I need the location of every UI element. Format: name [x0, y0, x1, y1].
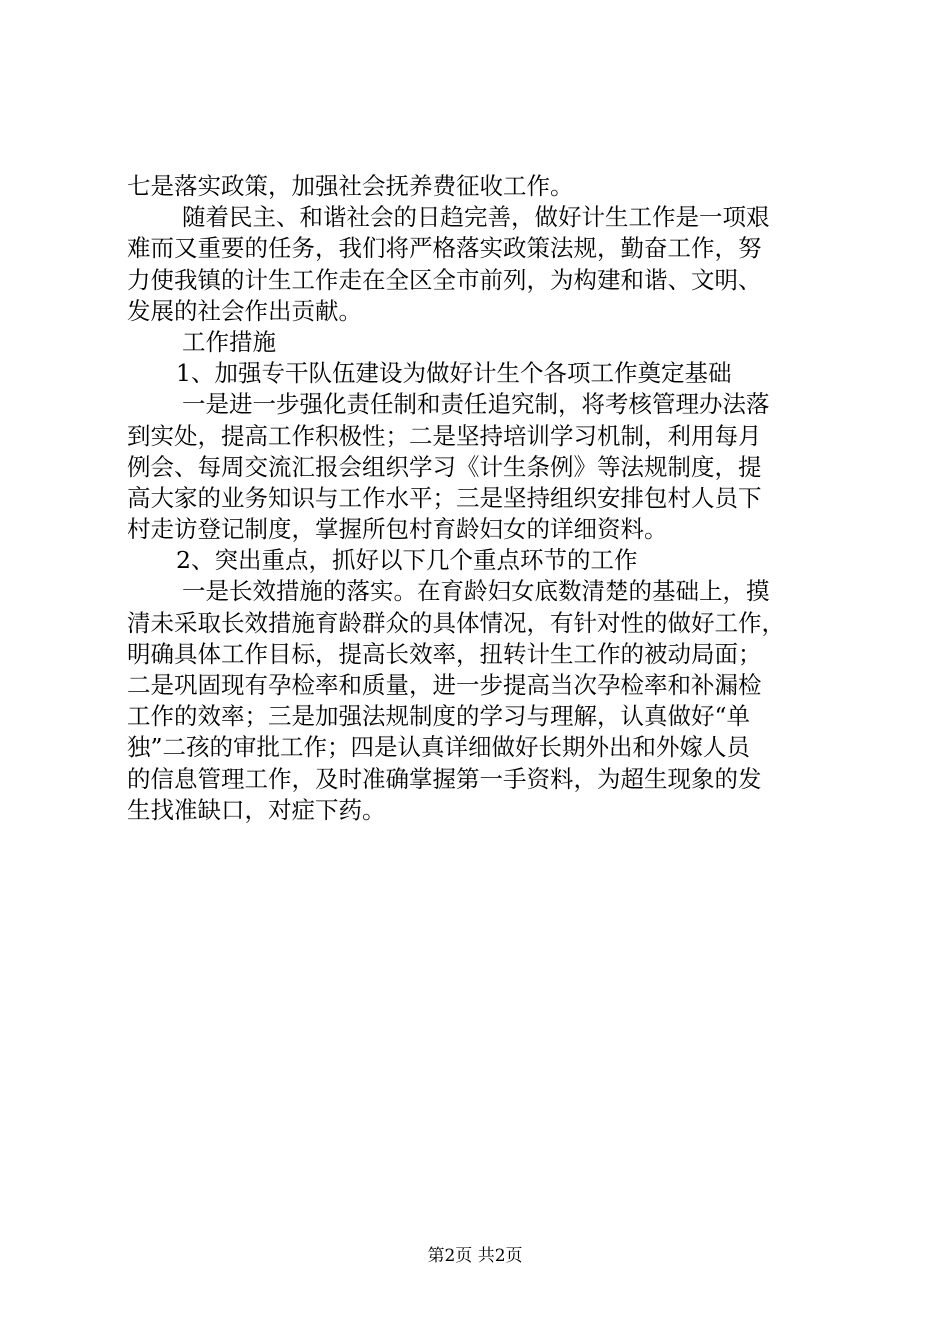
- text-line: 明确具体工作目标，提高长效率，扭转计生工作的被动局面；: [127, 639, 762, 668]
- text-line: 一是进一步强化责任制和责任追究制，将考核管理办法落: [182, 390, 770, 419]
- subsection-heading: 2、突出重点，抓好以下几个重点环节的工作: [176, 546, 638, 575]
- text-line: 的信息管理工作，及时准确掌握第一手资料，为超生现象的发: [127, 764, 762, 793]
- text-line: 发展的社会作出贡献。: [127, 296, 362, 325]
- text-line: 独”二孩的审批工作；四是认真详细做好长期外出和外嫁人员: [127, 733, 751, 762]
- text-line: 七是落实政策，加强社会抚养费征收工作。: [127, 172, 574, 200]
- document-body: [127, 171, 833, 826]
- text-line: 高大家的业务知识与工作水平；三是坚持组织安排包村人员下: [127, 483, 762, 512]
- text-line: 二是巩固现有孕检率和质量，进一步提高当次孕检率和补漏检: [127, 671, 762, 699]
- page-number-footer: 第2页 共2页: [427, 1246, 523, 1266]
- text-line: 例会、每周交流汇报会组织学习《计生条例》等法规制度，提: [127, 452, 762, 481]
- text-line: 随着民主、和谐社会的日趋完善，做好计生工作是一项艰: [182, 203, 770, 232]
- text-line: 工作的效率；三是加强法规制度的学习与理解，认真做好“单: [127, 702, 751, 731]
- text-line: 力使我镇的计生工作走在全区全市前列，为构建和谐、文明、: [127, 265, 762, 294]
- text-line: 难而又重要的任务，我们将严格落实政策法规，勤奋工作，努: [127, 234, 762, 263]
- text-line: 一是长效措施的落实。在育龄妇女底数清楚的基础上，摸: [182, 577, 770, 606]
- text-line: 到实处，提高工作积极性；二是坚持培训学习机制，利用每月: [127, 421, 762, 450]
- text-line: 清未采取长效措施育龄群众的具体情况，有针对性的做好工作，: [127, 608, 785, 637]
- subsection-heading: 1、加强专干队伍建设为做好计生个各项工作奠定基础: [176, 359, 732, 388]
- section-heading: 工作措施: [182, 327, 276, 356]
- text-line: 生找准缺口，对症下药。: [127, 795, 386, 824]
- text-line: 村走访登记制度，掌握所包村育龄妇女的详细资料。: [127, 515, 668, 544]
